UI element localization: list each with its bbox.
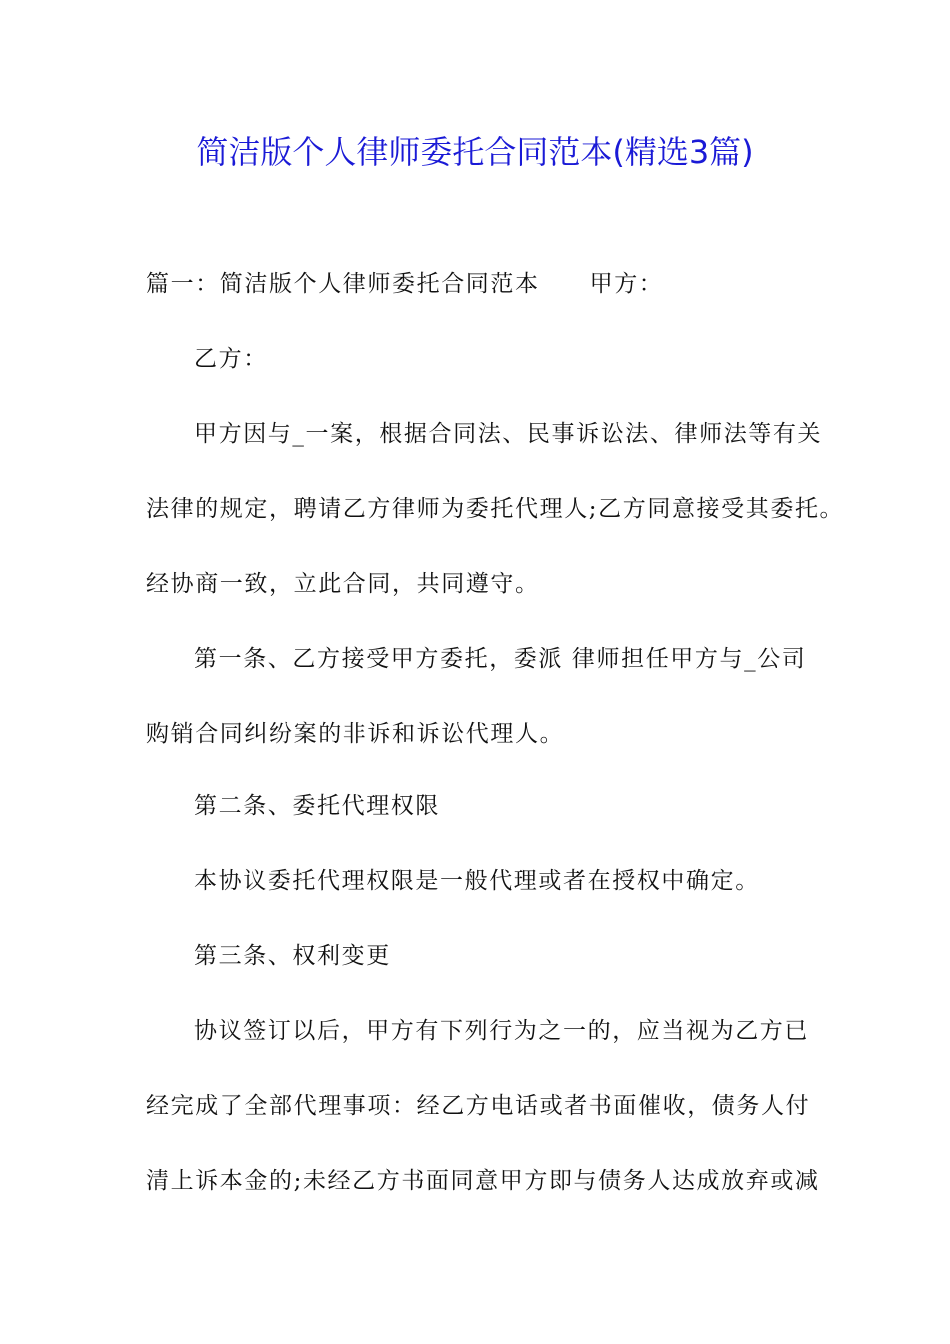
paragraph-line: 法律的规定，聘请乙方律师为委托代理人;乙方同意接受其委托。 — [146, 496, 845, 522]
paragraph-line: 经协商一致，立此合同，共同遵守。 — [146, 571, 540, 597]
paragraph-line: 经完成了全部代理事项：经乙方电话或者书面催收，债务人付 — [146, 1093, 811, 1119]
paragraph-line: 购销合同纠纷案的非诉和诉讼代理人。 — [146, 721, 565, 747]
paragraph-line: 清上诉本金的;未经乙方书面同意甲方即与债务人达成放弃或减 — [146, 1168, 820, 1194]
document-title: 简洁版个人律师委托合同范本(精选3篇) — [196, 133, 754, 171]
section-heading-line — [146, 268, 663, 300]
party-a-label: 甲方： — [589, 271, 664, 297]
article-three-heading: 第三条、权利变更 — [194, 943, 391, 969]
party-b-label: 乙方： — [194, 346, 268, 372]
paragraph-line: 甲方因与_一案，根据合同法、民事诉讼法、律师法等有关 — [194, 421, 823, 447]
article-one-line: 第一条、乙方接受甲方委托，委派 律师担任甲方与_公司 — [194, 646, 807, 672]
paragraph-line: 协议签订以后，甲方有下列行为之一的，应当视为乙方已 — [194, 1018, 809, 1044]
paragraph-line: 本协议委托代理权限是一般代理或者在授权中确定。 — [194, 868, 760, 894]
section-heading: 篇一：简洁版个人律师委托合同范本 — [146, 271, 540, 297]
article-two-heading: 第二条、委托代理权限 — [194, 793, 440, 819]
